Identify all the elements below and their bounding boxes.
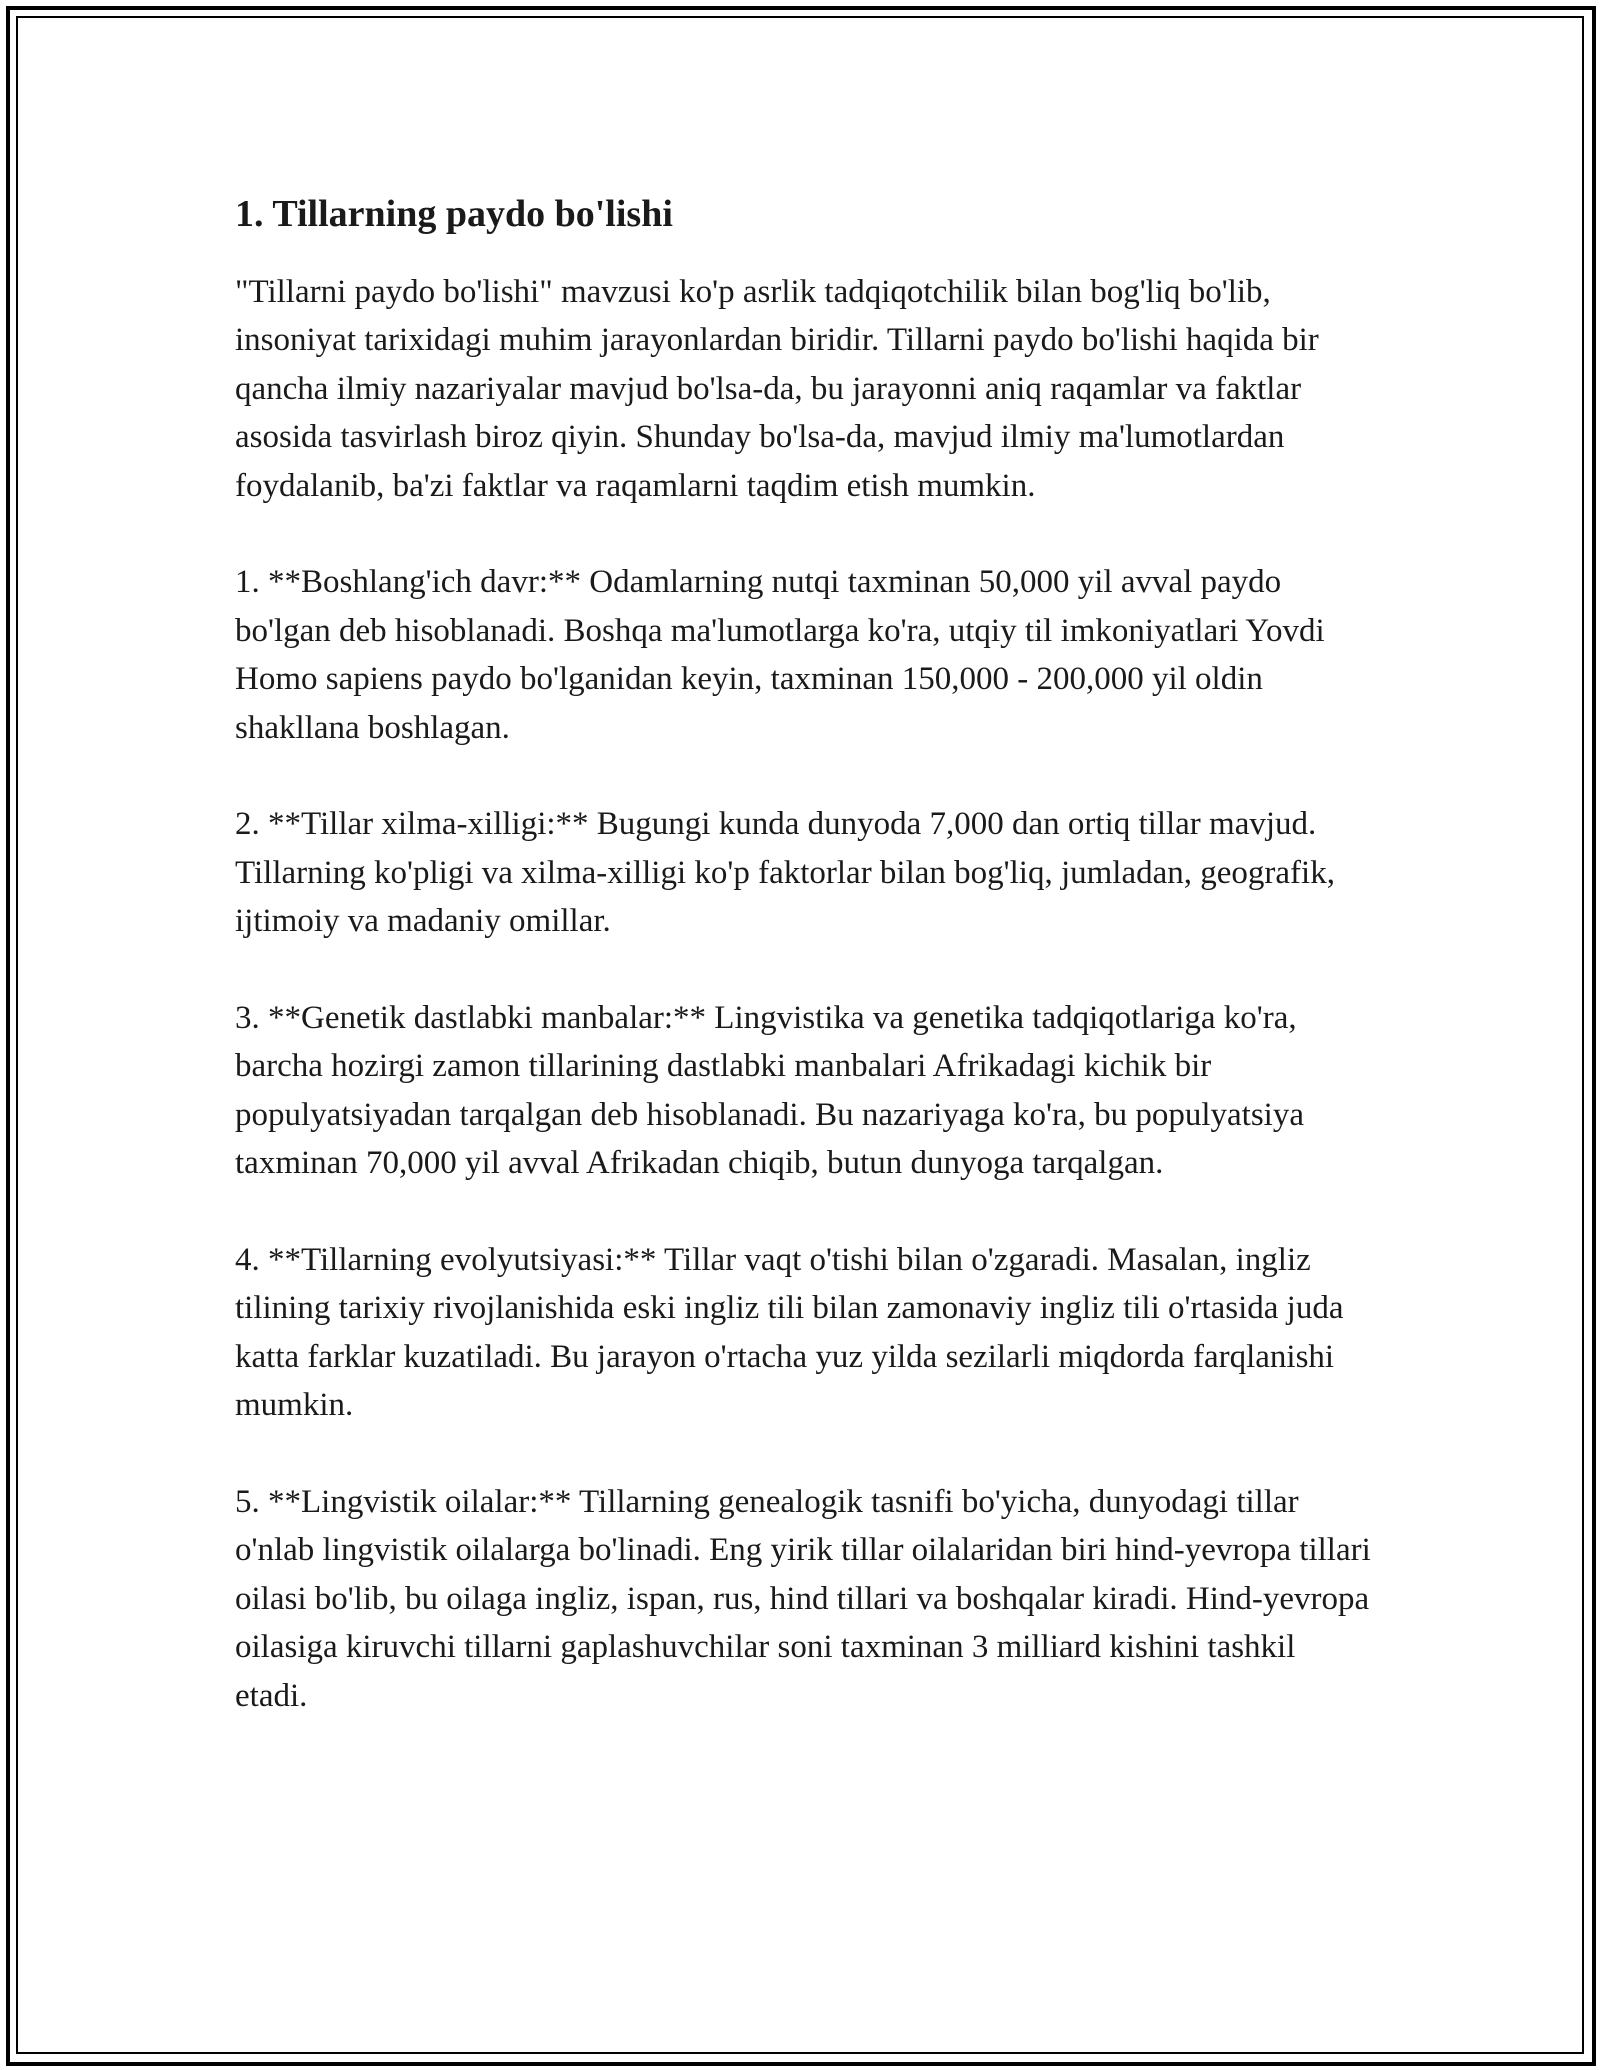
list-item-1: 1. **Boshlang'ich davr:** Odamlarning nutqi taxminan 50,000 yil avval paydo bo'lgan deb hisoblanadi. Boshqa ma'lumotlarga ko'ra, utqiy til imkoniyatlari Yovdi Homo sapiens paydo bo'lganidan keyin, taxminan 150,000 - 200,000 yil oldin shakllana boshlagan.: [235, 564, 1325, 746]
list-item-2: 2. **Tillar xilma-xilligi:** Bugungi kunda dunyoda 7,000 dan ortiq tillar mavjud. Tillarning ko'pligi va xilma-xilligi ko'p faktorlar bilan bog'liq, jumladan, geografik, ijtimoiy va madaniy omillar.: [235, 806, 1335, 940]
section-heading: 1. Tillarning paydo bo'lishi: [235, 193, 673, 235]
list-item-3: 3. **Genetik dastlabki manbalar:** Lingvistika va genetika tadqiqotlariga ko'ra, barcha hozirgi zamon tillarining dastlabki manbalari Afrikadagi kichik bir populyatsiyadan tarqalgan deb hisoblanadi. Bu nazariyaga ko'ra, bu populyatsiya taxminan 70,000 yil avval Afrikadan chiqib, butun dunyoga tarqalgan.: [235, 1000, 1304, 1182]
list-item-4: 4. **Tillarning evolyutsiyasi:** Tillar vaqt o'tishi bilan o'zgaradi. Masalan, ingliz tilining tarixiy rivojlanishida eski ingliz tili bilan zamonaviy ingliz tili o'rtasida juda katta farklar kuzatiladi. Bu jarayon o'rtacha yuz yilda sezilarli miqdorda farqlanishi mumkin.: [235, 1242, 1344, 1424]
document-body: [235, 186, 1375, 1720]
list-item-5: 5. **Lingvistik oilalar:** Tillarning genealogik tasnifi bo'yicha, dunyodagi tillar o'nlab lingvistik oilalarga bo'linadi. Eng yirik tillar oilalaridan biri hind-yevropa tillari oilasi bo'lib, bu oilaga ingliz, ispan, rus, hind tillari va boshqalar kiradi. Hind-yevropa oilasiga kiruvchi tillarni gaplashuvchilar soni taxminan 3 milliard kishini tashkil etadi.: [235, 1484, 1371, 1714]
intro-paragraph: "Tillarni paydo bo'lishi" mavzusi ko'p asrlik tadqiqotchilik bilan bog'liq bo'lib, insoniyat tarixidagi muhim jarayonlardan biridir. Tillarni paydo bo'lishi haqida bir qancha ilmiy nazariyalar mavjud bo'lsa-da, bu jarayonni aniq raqamlar va faktlar asosida tasvirlash biroz qiyin. Shunday bo'lsa-da, mavjud ilmiy ma'lumotlardan foydalanib, ba'zi faktlar va raqamlarni taqdim etish mumkin.: [235, 274, 1319, 504]
